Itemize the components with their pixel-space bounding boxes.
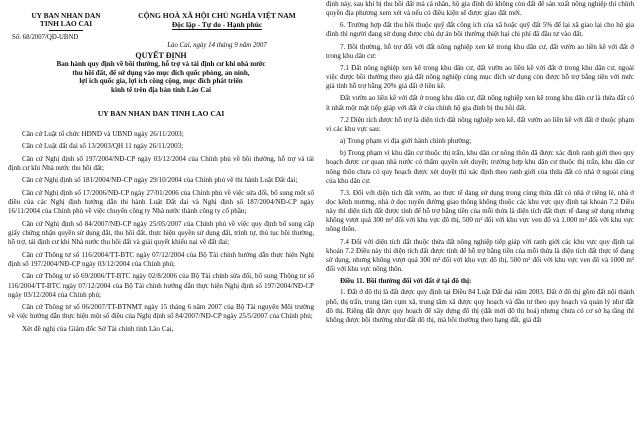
body-paragraph: 7.1 Đất nông nghiệp xen kẽ trong khu dân cư, đất vườn ao liền kề với đất ở trong khu dân cư, ngoài việc được bồi thường theo giá đất nông nghiệp cùng mục đích sử dụng còn được hỗ trợ bằng tiền với mức giá tính hỗ trợ bằng 20% giá đất ở liền kề. bbox=[326, 63, 634, 91]
national-heading bbox=[122, 12, 312, 50]
document-number: Số: 68/2007/QĐ-UBND bbox=[12, 33, 79, 41]
body-paragraph: Đất vườn ao liền kề với đất ở trong khu dân cư, đất nông nghiệp xen kẽ trong khu dân cư là thửa đất có ít nhất một mặt tiếp giáp với đất ở của chính hộ gia đình bị thu hồi đất. bbox=[326, 94, 634, 112]
body-paragraph: 6. Trường hợp đất thu hồi thuộc quỹ đất công ích của xã hoặc quỹ đất 5% để lại xã giao lại cho hộ gia đình thì người đang sử dụng được chủ dự án bồi thường thiệt hại chi phí đã đầu tư vào đất. bbox=[326, 21, 634, 39]
proposal-paragraph: Xét đề nghị của Giám đốc Sở Tài chính tỉnh Lào Cai, bbox=[22, 325, 174, 334]
org-name-line2: TINH LAO CAI bbox=[39, 19, 93, 29]
document-header bbox=[8, 0, 314, 48]
org-name-line1: UY BAN NHAN DAN bbox=[31, 11, 101, 20]
national-motto: Độc lập - Tự do - Hạnh phúc bbox=[171, 19, 263, 29]
decision-title-line: Ban hành quy định về bồi thường, hỗ trợ và tái định cư khi nhà nước bbox=[56, 60, 266, 69]
decision-title-line: thu hồi đất, để sử dụng vào mục đích quốc phòng, an ninh, bbox=[72, 68, 250, 77]
place-date: Lào Cai, ngày 14 tháng 9 năm 2007 bbox=[167, 42, 267, 49]
body-paragraph: b) Trong phạm vi khu dân cư thuộc thị trấn, khu dân cư nông thôn đã được xác định ranh giới theo quy hoạch được cơ quan nhà nước có thẩm quyền xét duyệt; trường hợp khu dân cư thuộc thị trấn, khu dân cư nông thôn chưa có quy hoạch được xét duyệt thì xác định theo ranh giới của thửa đất có nhà ở ngoài cùng của khu dân cư. bbox=[326, 149, 634, 185]
legal-basis-paragraph: Căn cứ Luật tổ chức HĐND và UBND ngày 26/11/2003; bbox=[22, 129, 184, 138]
legal-basis-paragraph: Căn cứ Nghị định số 17/2006/NĐ-CP ngày 27/01/2006 của Chính phủ về việc sửa đổi, bổ sung một số điều của các Nghị định hướng dẫn thi hành Luật Đất đai và Nghị định số 187/2004/NĐ-CP ngày 16/11/2004 của Chính phủ về việc chuyển công ty Nhà nước thành công ty cổ phần; bbox=[8, 189, 314, 216]
legal-basis-paragraph: Căn cứ Thông tư số 69/2006/TT-BTC ngày 02/8/2006 của Bộ Tài chính sửa đổi, bổ sung Thông tư số 116/2004/TT-BTC ngày 07/12/2004 của Bộ Tài chính hướng dẫn thực hiện Nghị định số 197/2004/NĐ-CP ngày 03/12/2004 của Chính phủ; bbox=[8, 272, 314, 299]
body-paragraph: định này, sau khi bị thu hồi đất mà cá nhân, hộ gia đình đó không còn đất để sản xuất nông nghiệp thì chính quyền địa phương xem xét và nếu có điều kiện sẽ được giao đất mới. bbox=[326, 0, 634, 18]
legal-basis-paragraph: Căn cứ Nghị định số 84/2007/NĐ-CP ngày 25/05/2007 của Chính phủ về việc quy định bổ sung cấp giấy chứng nhận quyền sử dụng đất, thu hồi đất, thực hiện quyền sử dụng đất, trình tự, thủ tục bồi thường, hỗ trợ, tái định cư khi Nhà nước thu hồi đất và giải quyết khiếu nại về đất đai; bbox=[8, 219, 314, 247]
legal-basis-paragraph: Căn cứ Nghị định số 197/2004/NĐ-CP ngày 03/12/2004 của Chính phủ về bồi thường, hỗ trợ và tái định cư khi Nhà nước thu hồi đất; bbox=[8, 154, 314, 172]
article-paragraph: 1. Đất ở đô thị là đất được quy định tại Điều 84 Luật Đất đai năm 2003. Đất ở đô thị gồm đất nội thành phố, thị trấn, trung tâm cụm xã, trung tâm xã được quy hoạch và đầu tư theo quy hoạch và quản lý như đất đô thị. Riêng đất được quy hoạch để xây dựng đô thị (đất mới đô thị hoá) nhưng chưa có cơ sở hạ tầng thì không được bồi thường như đất đô thị, mà bồi thường theo hạng đất, giá đất bbox=[326, 288, 634, 324]
body-paragraph: 7.2 Diện tích được hỗ trợ là diện tích đất nông nghiệp xen kẽ, đất vườn ao liền kề với đất ở thuộc phạm vi các khu vực sau: bbox=[326, 115, 634, 133]
left-column bbox=[8, 0, 314, 338]
right-column bbox=[326, 0, 634, 328]
article-heading: Điều 11. Bồi thường đối với đất ở tại đô thị: bbox=[340, 277, 472, 286]
legal-basis-paragraph: Căn cứ Thông tư số 116/2004/TT-BTC ngày 07/12/2004 của Bộ Tài chính hướng dẫn thực hiện Nghị định số 197/2004/NĐ-CP ngày 03/12/2004 của Chính phủ; bbox=[8, 250, 314, 268]
body-paragraph: a) Trong phạm vi địa giới hành chính phường; bbox=[340, 137, 472, 146]
legal-basis-paragraph: Căn cứ Luật đất đai số 13/2003/QH 11 ngày 26/11/2003; bbox=[22, 142, 184, 151]
issuer-heading: UY BAN NHAN DAN TINH LAO CAI bbox=[97, 108, 225, 118]
body-paragraph: 7. Bồi thường, hỗ trợ đối với đất nông nghiệp xen kẽ trong khu dân cư, đất vườn ao liền kề với đất ở trong khu dân cư: bbox=[326, 42, 634, 60]
org-underline bbox=[49, 30, 83, 31]
decision-title-line: lợi ích quốc gia, lợi ích công cộng, mục đích phát triển bbox=[79, 77, 243, 86]
legal-basis-paragraph: Căn cứ Nghị định số 181/2004/NĐ-CP ngày 29/10/2004 của Chính phủ về thi hành Luật Đất đai; bbox=[22, 176, 298, 185]
nation-name: CỘNG HOÀ XÃ HỘI CHỦ NGHĨA VIỆT NAM bbox=[138, 11, 296, 20]
legal-basis-paragraph: Căn cứ Thông tư số 06/2007/TT-BTNMT ngày 15 tháng 6 năm 2007 của Bộ Tài nguyên Môi trường về việc hướng dẫn thực hiện một số điều của Nghị định số 84/2007/NĐ-CP ngày 25/5/2007 của Chính phủ; bbox=[8, 303, 314, 321]
decision-heading: QUYẾT ĐỊNH bbox=[135, 51, 187, 60]
body-paragraph: 7.3. Đối với diện tích đất vườn, ao thực tế đang sử dụng trong cùng thửa đất có nhà ở riêng lẻ, nhà ở dọc kênh mương, nhà ở dọc tuyến đường giao thông không thuộc các khu vực quy định tại khoản 7.2 Điều này thì diện tích đất được tính để hỗ trợ bằng tiền của mỗi thửa là diện tích đất thực tế đang sử dụng nhưng không vượt quá 300 m² đối với khu vực đô thị, 500 m² đối với khu vực ven đô và 1.000 m² đối với khu vực nông thôn. bbox=[326, 188, 634, 234]
body-paragraph: 7.4 Đối với diện tích đất thuộc thửa đất nông nghiệp tiếp giáp với ranh giới các khu vực quy định tại khoản 7.2 Điều này thì diện tích đất được tính để hỗ trợ bằng tiền của mỗi thửa là diện tích đất thực tế đang sử dụng, nhưng không vượt quá 300 m² đối với khu vực đô thị, 500 m² đối với khu vực ven đô và 1000 m² đối với khu vực nông thôn. bbox=[326, 237, 634, 274]
decision-title-line: kinh tế trên địa bàn tỉnh Lào Cai bbox=[111, 85, 211, 94]
issuing-authority bbox=[8, 12, 124, 42]
